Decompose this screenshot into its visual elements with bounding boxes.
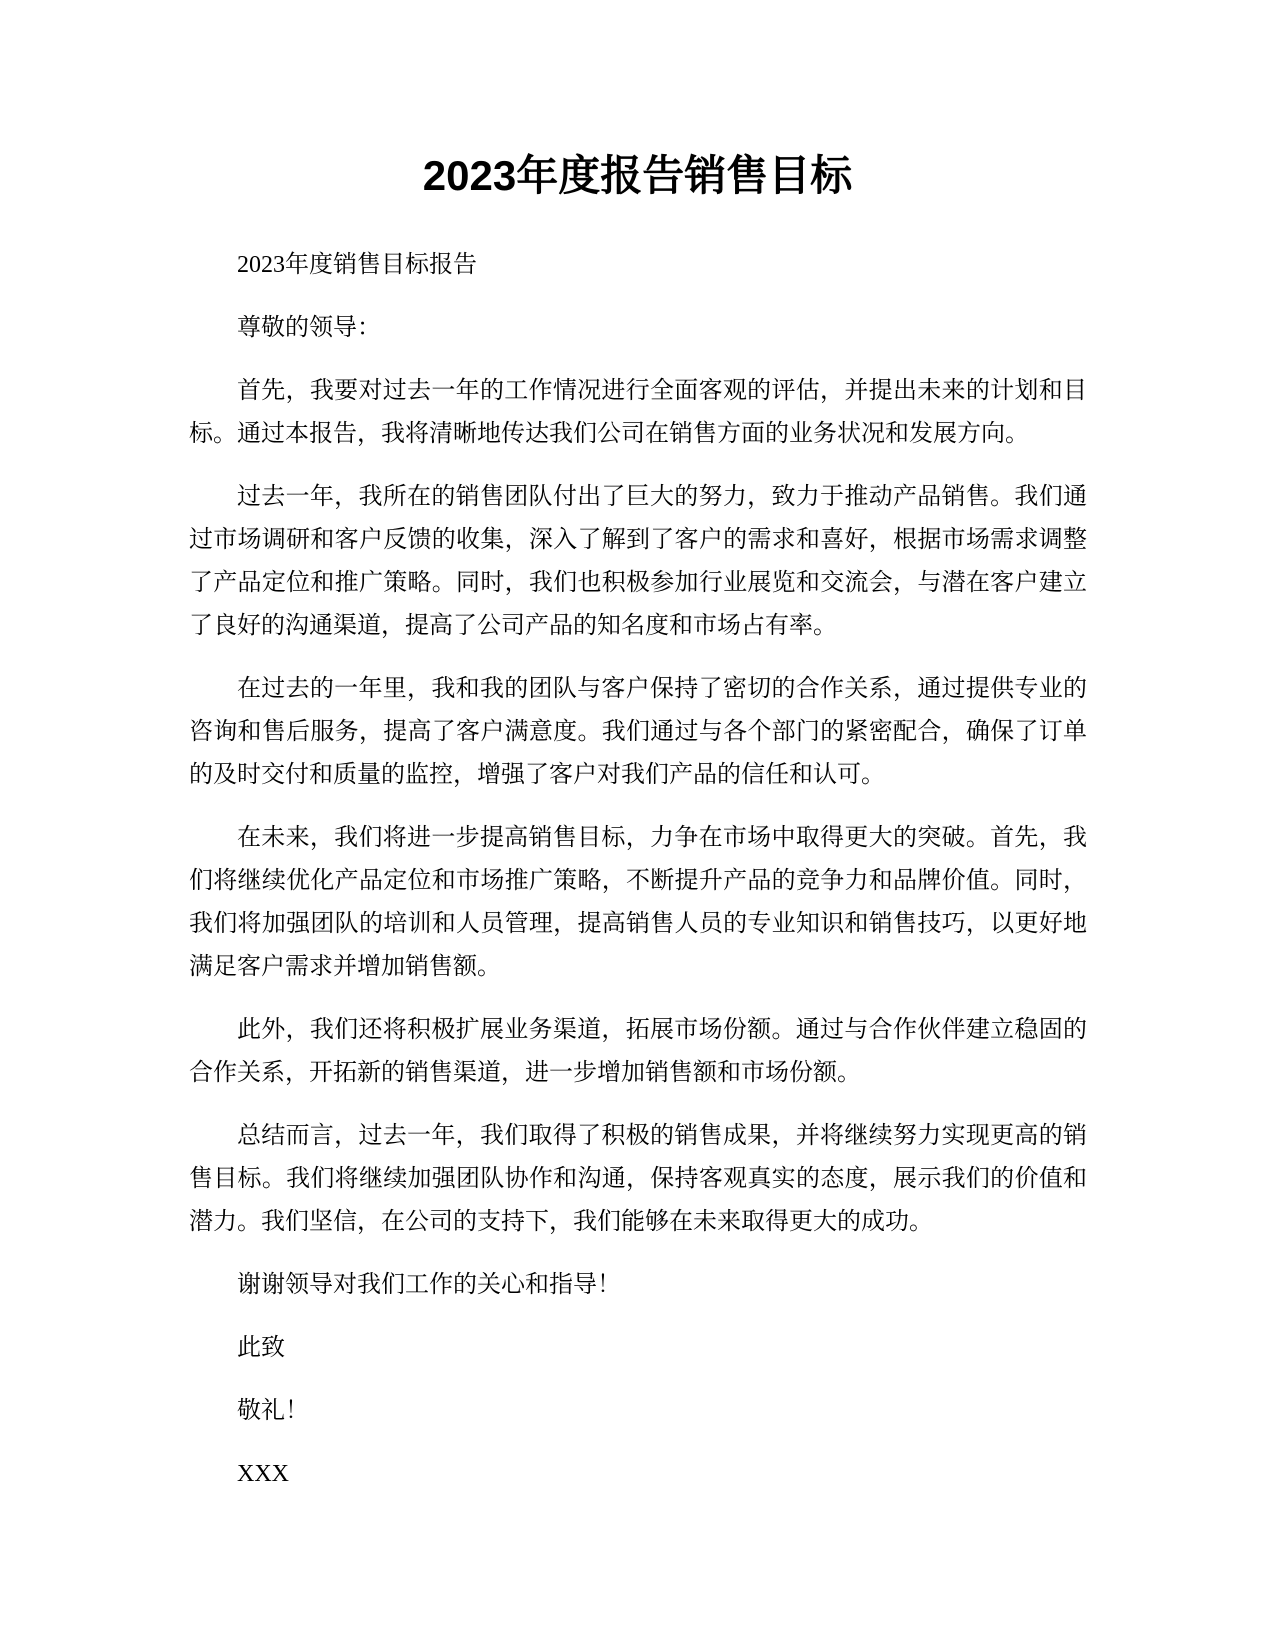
- paragraph-thanks: 谢谢领导对我们工作的关心和指导！: [237, 1272, 621, 1298]
- report-subtitle: 2023年度销售目标报告: [237, 252, 477, 278]
- closing-regards: 敬礼！: [237, 1398, 309, 1424]
- paragraph-customer-relations: 在过去的一年里，我和我的团队与客户保持了密切的合作关系，通过提供专业的咨询和售后服务，提高了客户满意度。我们通过与各个部门的紧密配合，确保了订单的及时交付和质量的监控，增强了客户对我们产品的信任和认可。: [189, 676, 1087, 788]
- paragraph-future-plans: 在未来，我们将进一步提高销售目标，力争在市场中取得更大的突破。首先，我们将继续优化产品定位和市场推广策略，不断提升产品的竞争力和品牌价值。同时，我们将加强团队的培训和人员管理，提高销售人员的专业知识和销售技巧，以更好地满足客户需求并增加销售额。: [189, 825, 1087, 980]
- document-body: [189, 244, 1087, 1516]
- paragraph-expansion: 此外，我们还将积极扩展业务渠道，拓展市场份额。通过与合作伙伴建立稳固的合作关系，开拓新的销售渠道，进一步增加销售额和市场份额。: [189, 1017, 1087, 1086]
- paragraph-past-year: 过去一年，我所在的销售团队付出了巨大的努力，致力于推动产品销售。我们通过市场调研和客户反馈的收集，深入了解到了客户的需求和喜好，根据市场需求调整了产品定位和推广策略。同时，我们也积极参加行业展览和交流会，与潜在客户建立了良好的沟通渠道，提高了公司产品的知名度和市场占有率。: [189, 484, 1087, 639]
- document-title: 2023年度报告销售目标: [422, 152, 853, 199]
- closing-line: 此致: [237, 1335, 285, 1361]
- salutation: 尊敬的领导：: [237, 315, 381, 341]
- paragraph-summary: 总结而言，过去一年，我们取得了积极的销售成果，并将继续努力实现更高的销售目标。我们将继续加强团队协作和沟通，保持客观真实的态度，展示我们的价值和潜力。我们坚信，在公司的支持下，我们能够在未来取得更大的成功。: [189, 1123, 1087, 1235]
- signature-name: XXX: [237, 1461, 289, 1487]
- paragraph-intro: 首先，我要对过去一年的工作情况进行全面客观的评估，并提出未来的计划和目标。通过本报告，我将清晰地传达我们公司在销售方面的业务状况和发展方向。: [189, 378, 1087, 447]
